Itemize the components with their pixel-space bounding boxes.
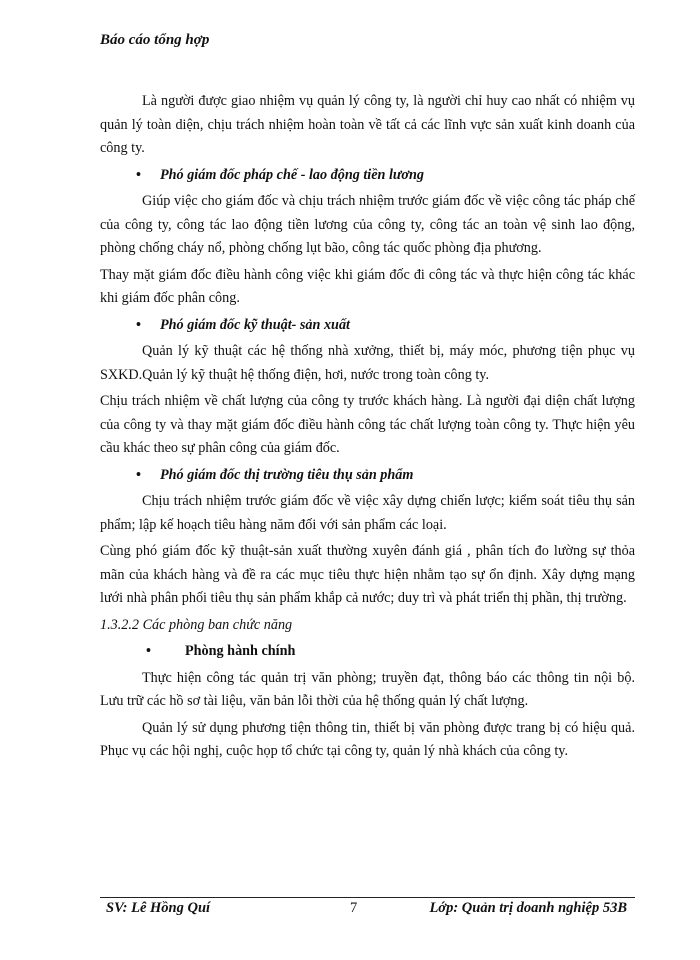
document-body: [100, 90, 635, 767]
bullet-marker: •: [136, 166, 141, 183]
footer-page-number: 7: [350, 900, 358, 916]
footer-student: SV: Lê Hồng Quí: [106, 900, 211, 916]
bullet-heading: [100, 164, 635, 188]
paragraph: Quản lý sử dụng phương tiện thông tin, thiết bị văn phòng được trang bị có hiệu quả. Phục vụ các hội nghị, cuộc họp tổ chức tại công ty, quản lý nhà khách của công ty.: [100, 719, 635, 759]
footer-divider: [100, 897, 635, 898]
bullet-marker: •: [146, 643, 151, 659]
bullet-heading: [100, 464, 635, 488]
section-heading: 1.3.2.2 Các phòng ban chức năng: [100, 616, 293, 633]
bullet-marker: •: [136, 316, 141, 333]
paragraph: Quản lý kỹ thuật các hệ thống nhà xưởng, thiết bị, máy móc, phương tiện phục vụ SXKD.Quản lý kỹ thuật hệ thống điện, hơi, nước trong toàn công ty.: [100, 343, 635, 383]
paragraph: Thay mặt giám đốc điều hành công việc khi giám đốc đi công tác và thực hiện công tác khác khi giám đốc phân công.: [100, 266, 635, 306]
footer-class: Lớp: Quản trị doanh nghiệp 53B: [429, 900, 627, 916]
bullet-marker: •: [136, 466, 141, 483]
bullet-heading-text: Phó giám đốc pháp chế - lao động tiền lương: [160, 166, 425, 183]
bullet-heading: [100, 640, 635, 664]
paragraph: Chịu trách nhiệm về chất lượng của công ty trước khách hàng. Là người đại diện chất lượng của công ty và thay mặt giám đốc điều hành công tác chất lượng toàn công ty. Thực hiện yêu cầu khác theo sự phân công của giám đốc.: [100, 393, 635, 456]
bullet-heading-text: Phó giám đốc thị trường tiêu thụ sản phẩm: [160, 466, 414, 483]
bullet-heading-text: Phòng hành chính: [185, 643, 296, 659]
paragraph: Là người được giao nhiệm vụ quản lý công ty, là người chỉ huy cao nhất có nhiệm vụ quản lý toàn diện, chịu trách nhiệm hoàn toàn về tất cả các lĩnh vực sản xuất kinh doanh của công ty.: [100, 93, 635, 156]
paragraph: Chịu trách nhiệm trước giám đốc về việc xây dựng chiến lược; kiểm soát tiêu thụ sản phẩm; lập kế hoạch tiêu hàng năm đối với sản phẩm các loại.: [100, 493, 635, 533]
bullet-heading-text: Phó giám đốc kỹ thuật- sản xuất: [160, 316, 350, 333]
bullet-heading: [100, 314, 635, 338]
paragraph: Cùng phó giám đốc kỹ thuật-sản xuất thường xuyên đánh giá , phân tích đo lường sự thỏa mãn của khách hàng và đề ra các mục tiêu thực hiện nhằm tạo sự ổn định. Xây dựng mạng lưới nhà phân phối tiêu thụ sản phẩm khắp cả nước; duy trì và phát triển thị phần, thị trường.: [100, 543, 635, 606]
paragraph: Thực hiện công tác quản trị văn phòng; truyền đạt, thông báo các thông tin nội bộ. Lưu trữ các hồ sơ tài liệu, văn bản lỗi thời của hệ thống quản lý chất lượng.: [100, 669, 635, 709]
page-footer: [100, 900, 635, 920]
page-header-title: Báo cáo tổng hợp: [100, 32, 210, 48]
paragraph: Giúp việc cho giám đốc và chịu trách nhiệm trước giám đốc về việc công tác pháp chế của công ty, công tác lao động tiền lương của công ty, công tác an toàn vệ sinh lao động, phòng chống cháy nổ, phòng chống lụt bão, công tác quốc phòng địa phương.: [100, 193, 635, 256]
